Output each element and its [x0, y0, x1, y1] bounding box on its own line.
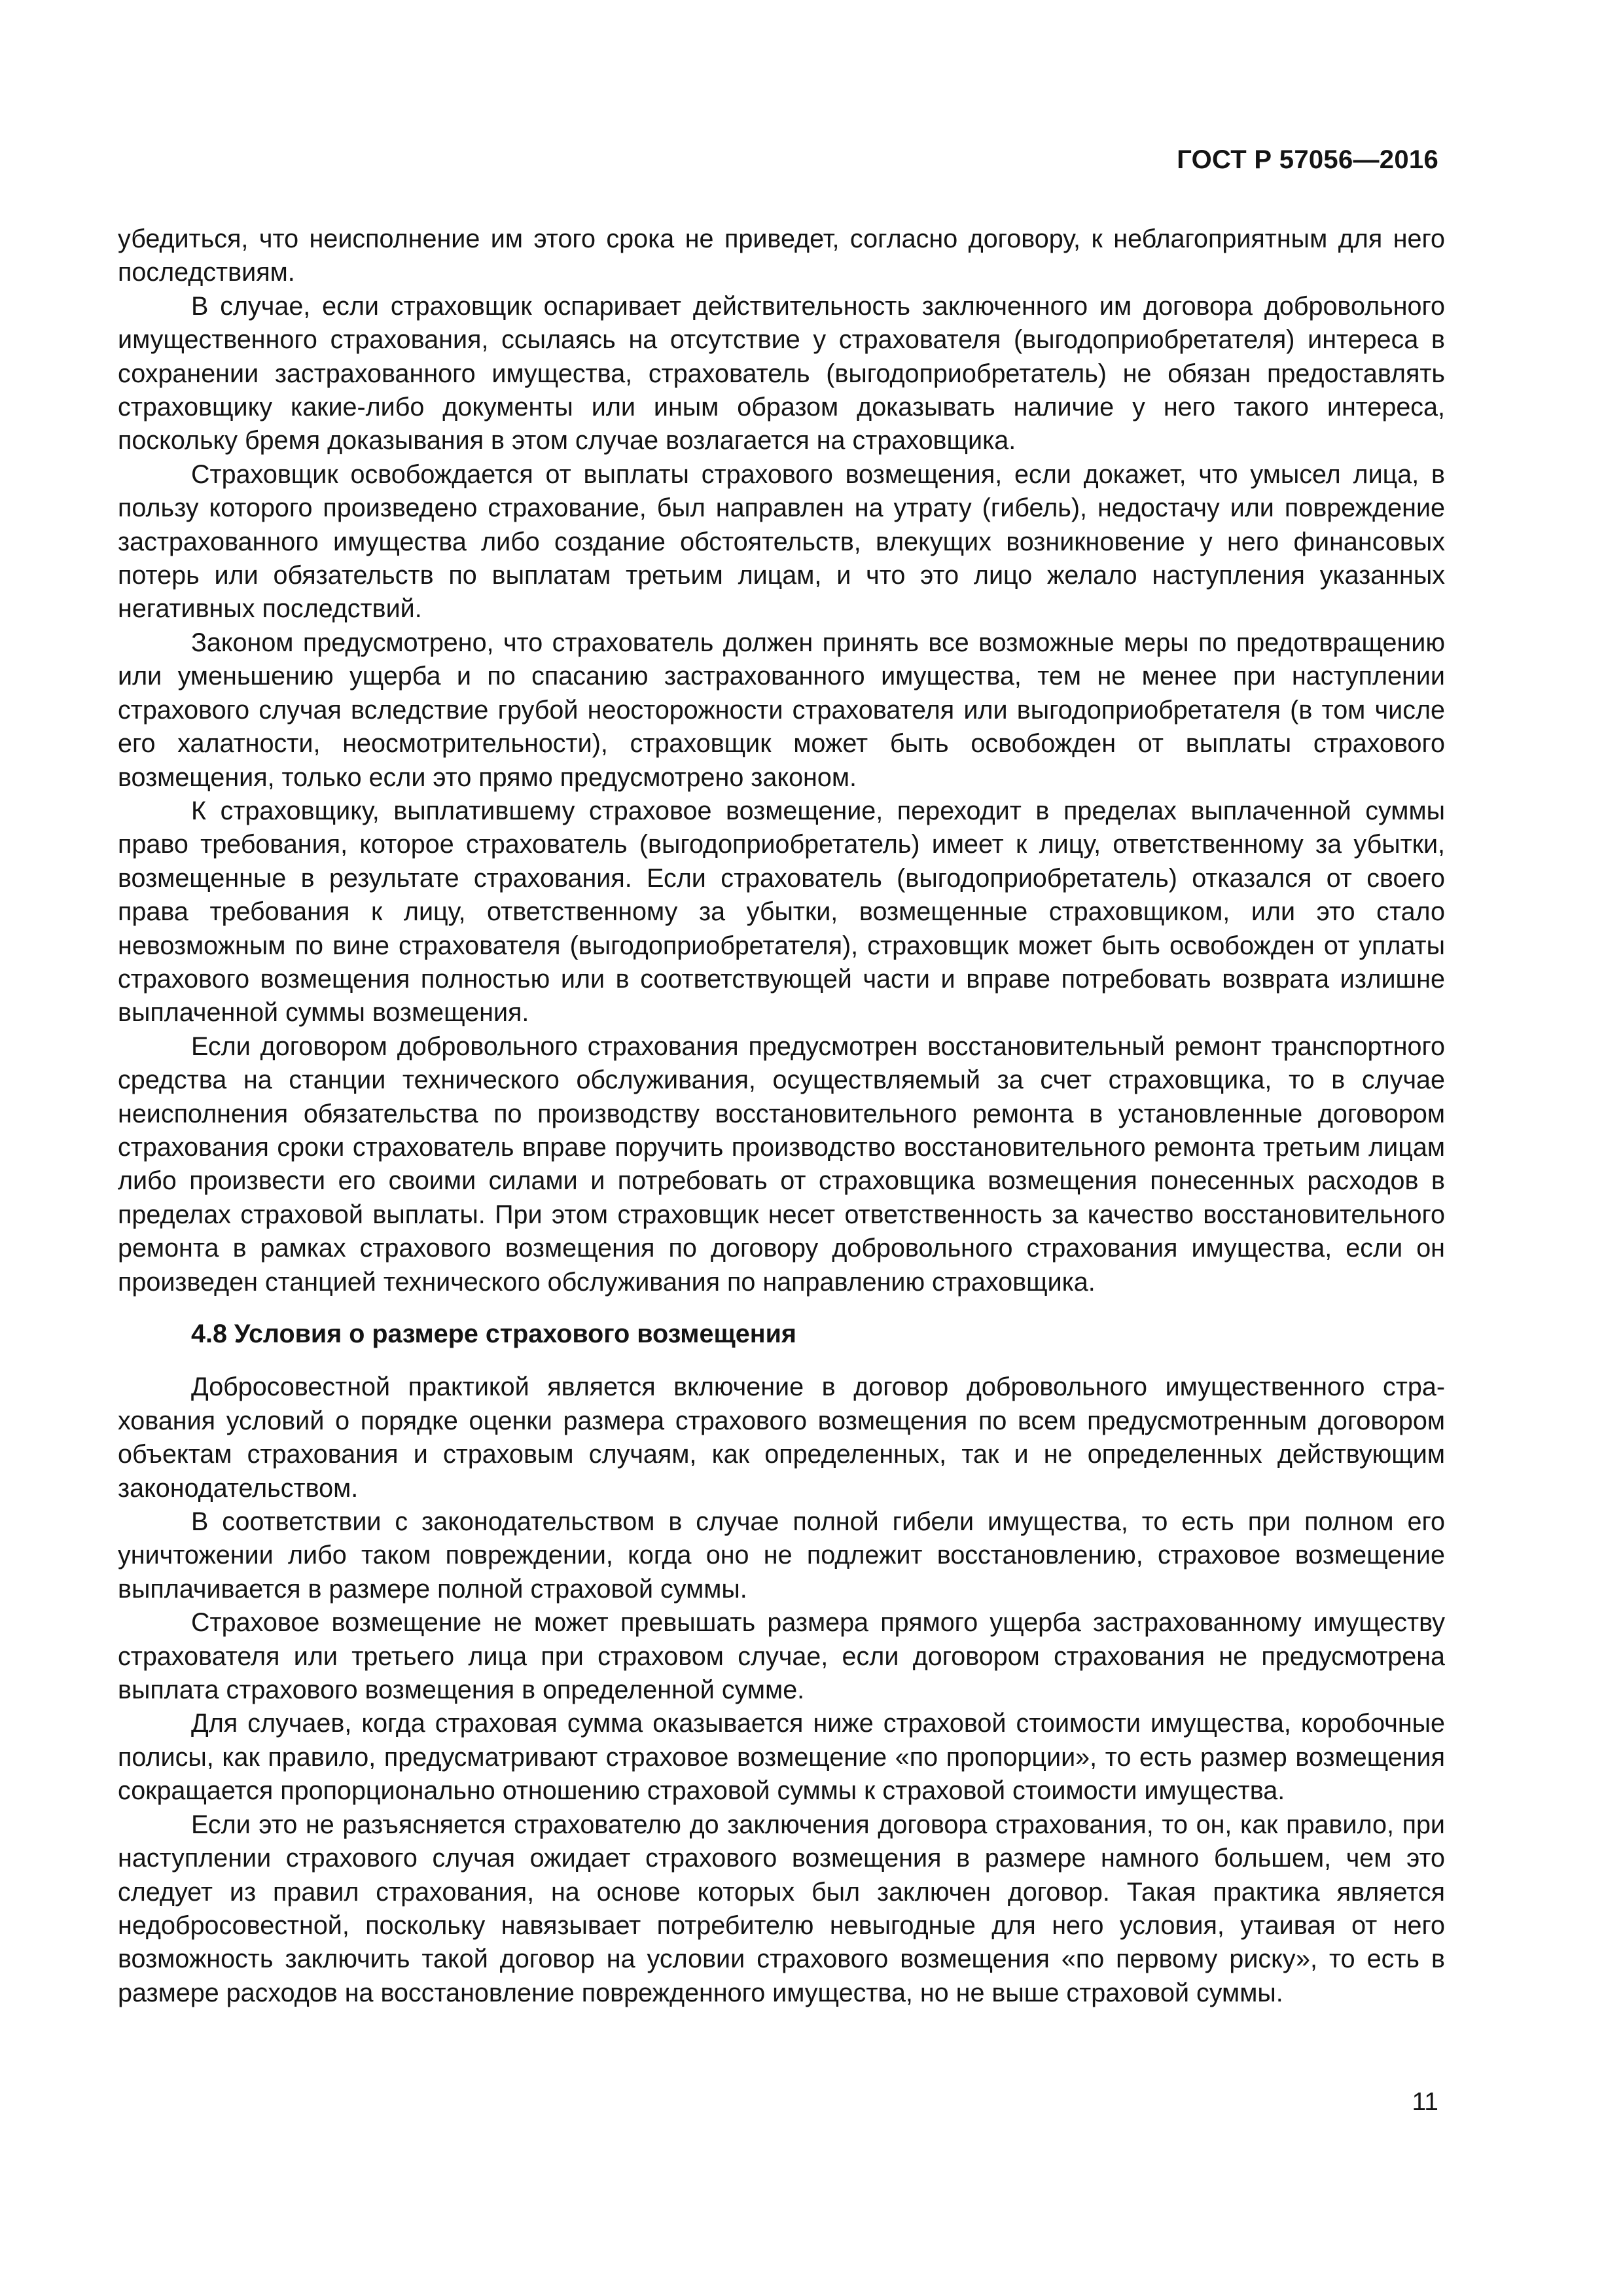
paragraph: В соответствии с законодательством в случае полной гибели имущества, то есть при полном его уничтожении либо таком повреждении, когда оно не подлежит восстановлению, страховое возмещение выплачивается в размере полной страховой суммы. — [118, 1507, 1445, 1604]
paragraph: Если это не разъясняется страхователю до заключения договора страхования, то он, как правило, при наступлении страхового случая ожидает страхового возмещения в размере намного большем, чем это следует из правил страхования, на основе которых был заключен договор. Такая практика является недобросовестной, поскольку навязывает потребителю невыгодные для него условия, утаивая от него возможность заключить такой договор на условии страхового возмещения «по первому риску», то есть в размере расходов на восстановление поврежденного имущества, но не выше страховой суммы. — [118, 1810, 1445, 2007]
document-code-header: ГОСТ Р 57056—2016 — [1177, 145, 1438, 174]
paragraph-continuation: убедиться, что неисполнение им этого срока не приведет, согласно договору, к неблагоприятным для него последствиям. — [118, 224, 1445, 287]
paragraph: Страховщик освобождается от выплаты страхового возмещения, если докажет, что умысел лица, в пользу которого произведено страхование, был направлен на утрату (гибель), недостачу или повреждение застрахованного имущества либо создание обстоятельств, влекущих возникновение у него финансовых потерь или обязательств по выплатам третьим лицам, и что это лицо желало наступления указанных негативных последствий. — [118, 459, 1445, 624]
paragraph: К страховщику, выплатившему страховое возмещение, переходит в пределах выплаченной суммы право требования, которое страхователь (выгодоприобретатель) имеет к лицу, ответственному за убытки, возмещенные в результате страхования. Если страхователь (выгодоприобретатель) отказался от своего права требования к лицу, ответственному за убытки, возмещенные страховщиком, или это стало невозможным по вине страхователя (выгодоприобретателя), страховщик может быть освобожден от уплаты страхового возмещения полностью или в соответствующей части и вправе потребовать возврата излишне выплаченной суммы возмещения. — [118, 796, 1445, 1028]
paragraph: Если договором добровольного страхования предусмотрен восстановительный ремонт транспортного средства на станции технического обслуживания, осуществляемый за счет страховщика, то в случае неисполнения обязательства по производству восстановительного ремонта в установленные договором страхования сроки страхователь вправе поручить производство восстановительного ремонта третьим лицам либо произвести его своими силами и потребовать от страховщика возмещения понесенных расходов в пределах страховой выплаты. При этом страховщик несет ответственность за качество восстановительного ремонта в рамках страхового возмещения по договору добровольного страхования имущества, если он произведен станцией технического обслуживания по направлению страховщика. — [118, 1031, 1445, 1297]
page-number: 11 — [1412, 2088, 1438, 2116]
paragraph: Для случаев, когда страховая сумма оказывается ниже страховой стоимости имущества, коробочные полисы, как правило, предусматривают страховое возмещение «по пропорции», то есть размер возмещения сокращается пропорционально отношению страховой суммы к страховой стоимости имущества. — [118, 1709, 1445, 1806]
paragraph: Добросовестной практикой является включение в договор добровольного имущественного страхования условий о порядке оценки размера страхового возмещения по всем предусмотренным договором объектам страхования и страховым случаям, как определенных, так и не определенных действующим законодательством. — [118, 1372, 1445, 1503]
paragraph: Страховое возмещение не может превышать размера прямого ущерба застрахованному имуществу страхователя или третьего лица при страховом случае, если договором страхования не предусмотрена выплата страхового возмещения в определенной сумме. — [118, 1608, 1445, 1705]
paragraph: В случае, если страховщик оспаривает действительность заключенного им договора добровольного имущественного страхования, ссылаясь на отсутствие у страхователя (выгодоприобретателя) интереса в сохранении застрахованного имущества, страхователь (выгодоприобретатель) не обязан предоставлять страховщику какие-либо документы или иным образом доказывать наличие у него такого интереса, поскольку бремя доказывания в этом случае возлагается на страховщика. — [118, 291, 1445, 456]
section-heading: 4.8 Условия о размере страхового возмещения — [191, 1319, 796, 1348]
paragraph: Законом предусмотрено, что страхователь должен принять все возможные меры по предотвращению или уменьшению ущерба и по спасанию застрахованного имущества, тем не менее при наступлении страхового случая вследствие грубой неосторожности страхователя или выгодоприобретателя (в том числе его халатности, неосмотрительности), страховщик может быть освобожден от выплаты страхового возмещения, только если это прямо предусмотрено законом. — [118, 628, 1445, 792]
page-body — [118, 223, 1445, 2010]
